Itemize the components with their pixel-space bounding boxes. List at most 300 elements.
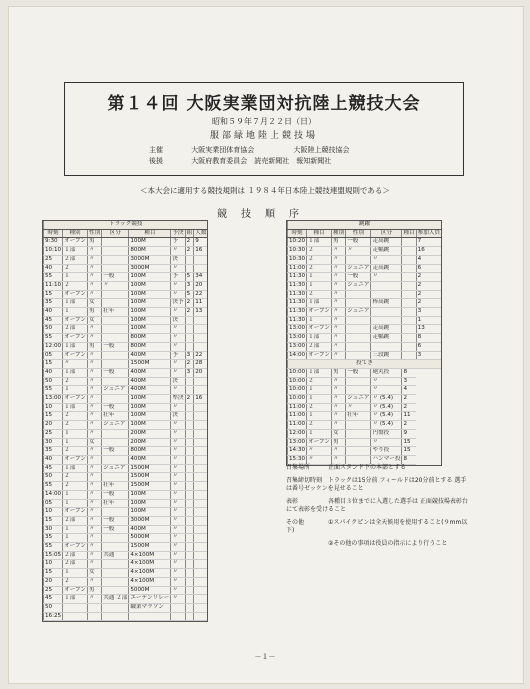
table-cell xyxy=(194,508,208,517)
table-cell xyxy=(102,560,129,569)
table-cell: オープン xyxy=(63,543,88,552)
table-cell: 45 xyxy=(44,595,63,604)
table-cell: 〃 xyxy=(88,473,102,482)
table-cell xyxy=(194,403,208,412)
table-cell: オープン xyxy=(63,395,88,404)
table-row xyxy=(44,334,208,343)
table-cell: 12:00 xyxy=(44,342,63,351)
table-cell: 5000M xyxy=(129,534,171,543)
table-cell: 40 xyxy=(44,264,63,273)
info-label: 召集締切時刻 xyxy=(286,477,323,484)
table-cell: 〃 xyxy=(171,499,185,508)
organizer-name: 大阪府教育委員会 読売新聞社 報知新聞社 xyxy=(191,157,332,165)
table-cell xyxy=(194,464,208,473)
table-cell: 3000M xyxy=(129,264,171,273)
table-cell: 〃 xyxy=(171,421,185,430)
table-cell: 25 xyxy=(44,586,63,595)
table-cell xyxy=(194,595,208,604)
table-cell: 3000M xyxy=(129,516,171,525)
role-label: 主催 xyxy=(149,146,163,154)
table-row xyxy=(288,273,442,282)
event-venue: 服部緑地陸上競技場 xyxy=(209,131,318,141)
table-cell: 3 xyxy=(185,368,194,377)
table-cell: 〃 xyxy=(332,351,346,360)
table-cell: 〃 xyxy=(88,351,102,360)
table-row xyxy=(44,534,208,543)
table-row xyxy=(44,360,208,369)
table-row xyxy=(44,612,208,621)
table-cell: 一般 xyxy=(102,490,129,499)
table-cell: ２ xyxy=(307,247,332,256)
info-section xyxy=(286,464,468,553)
table-cell xyxy=(185,586,194,595)
table-cell: 走高跳 xyxy=(371,238,402,247)
table-cell: 16 xyxy=(416,247,441,256)
table-cell xyxy=(102,360,129,369)
table-cell: 11:30 xyxy=(288,290,307,299)
table-cell xyxy=(102,395,129,404)
table-cell xyxy=(185,386,194,395)
table-row xyxy=(44,395,208,404)
table-row xyxy=(44,508,208,517)
table-cell: 13:00 xyxy=(44,395,63,404)
table-cell: ジュニア xyxy=(346,264,371,273)
table-cell: 男 xyxy=(88,342,102,351)
table-cell: 一般 xyxy=(346,368,371,377)
table-cell: 〃 xyxy=(332,386,346,395)
table-cell xyxy=(194,412,208,421)
table-cell: 走高跳 xyxy=(371,325,402,334)
table-cell: 10 xyxy=(44,508,63,517)
table-cell: 〃 xyxy=(171,386,185,395)
table-cell: １ xyxy=(63,308,88,317)
table-cell: ２部 xyxy=(307,342,332,351)
table-cell xyxy=(185,551,194,560)
table-cell: 200M xyxy=(129,438,171,447)
table-cell: 50 xyxy=(44,325,63,334)
column-header: 区分 xyxy=(371,229,402,238)
table-cell: 11:00 xyxy=(288,412,307,421)
table-row xyxy=(44,595,208,604)
table-cell: ２ xyxy=(63,447,88,456)
table-cell: 100M xyxy=(129,238,171,247)
table-cell: 〃 xyxy=(88,508,102,517)
table-cell: 〃 xyxy=(88,368,102,377)
column-header: 区分 xyxy=(102,229,129,238)
table-cell: 〃 xyxy=(171,360,185,369)
table-cell: 〃 xyxy=(371,377,402,386)
table-cell: 〃 xyxy=(88,412,102,421)
table-row xyxy=(44,490,208,499)
table-cell: 25 xyxy=(44,255,63,264)
table-cell: 100M xyxy=(129,499,171,508)
table-cell: 〃 xyxy=(88,325,102,334)
table-row xyxy=(44,429,208,438)
table-cell: 800M xyxy=(129,342,171,351)
rules-note: ＜本大会に適用する競技規則は １９８４年日本陸上競技連盟規則である＞ xyxy=(140,186,390,195)
table-cell: １部 xyxy=(63,464,88,473)
column-header: 時刻 xyxy=(288,229,307,238)
table-cell: オープン xyxy=(63,455,88,464)
table-cell: 〃 xyxy=(332,316,346,325)
table-cell: 35 xyxy=(44,534,63,543)
table-cell: 〃 xyxy=(88,516,102,525)
table-cell: 55 xyxy=(44,386,63,395)
table-cell: １ xyxy=(307,429,332,438)
table-cell: 一般 xyxy=(346,273,371,282)
table-cell xyxy=(371,342,402,351)
table-cell: オープン xyxy=(63,351,88,360)
info-label: その他 xyxy=(286,519,305,526)
table-cell xyxy=(402,264,416,273)
table-row xyxy=(288,412,442,421)
table-cell: 100M xyxy=(129,412,171,421)
table-cell: 〃 xyxy=(332,308,346,317)
table-cell: 25 xyxy=(44,429,63,438)
table-cell xyxy=(402,299,416,308)
table-cell: 決 xyxy=(171,255,185,264)
table-cell xyxy=(402,351,416,360)
table-row xyxy=(44,586,208,595)
table-cell: オープン xyxy=(63,508,88,517)
table-cell: １ xyxy=(63,490,88,499)
table-cell: 〃 xyxy=(88,595,102,604)
table-cell: ２ xyxy=(63,577,88,586)
table-cell: １ xyxy=(307,395,332,404)
table-row xyxy=(288,368,442,377)
table-cell: ２ xyxy=(307,421,332,430)
table-cell xyxy=(102,351,129,360)
table-cell: 女 xyxy=(88,569,102,578)
table-row xyxy=(44,482,208,491)
table-cell: 1 xyxy=(416,316,441,325)
table-cell: オープン xyxy=(63,334,88,343)
table-cell: 3 xyxy=(416,351,441,360)
table-cell: 100M xyxy=(129,490,171,499)
table-cell: ２ xyxy=(63,412,88,421)
table-cell: 〃 xyxy=(332,273,346,282)
table-cell: １ xyxy=(307,316,332,325)
table-cell xyxy=(185,412,194,421)
table-cell: １部 xyxy=(307,299,332,308)
table-cell: 22 xyxy=(194,351,208,360)
table-cell: 11:00 xyxy=(288,264,307,273)
table-cell: 2 xyxy=(402,403,416,412)
table-cell xyxy=(194,586,208,595)
table-cell xyxy=(371,281,402,290)
table-cell: 〃 xyxy=(332,325,346,334)
table-cell xyxy=(102,334,129,343)
table-cell: 2 xyxy=(185,360,194,369)
table-cell xyxy=(194,438,208,447)
table-cell xyxy=(346,290,371,299)
table-row xyxy=(288,238,442,247)
table-cell: 〃 xyxy=(171,586,185,595)
table-cell: 予 xyxy=(171,238,185,247)
table-cell xyxy=(346,429,371,438)
table-cell: 3000M xyxy=(129,255,171,264)
table-cell: ジュニア xyxy=(346,308,371,317)
table-cell: 400M xyxy=(129,368,171,377)
table-cell: 〃 xyxy=(171,490,185,499)
table-cell: 〃 xyxy=(171,308,185,317)
table-cell: ジュニア xyxy=(102,386,129,395)
table-cell: 〃 xyxy=(346,247,371,256)
table-cell: 4 xyxy=(416,255,441,264)
table-cell: 〃 xyxy=(171,534,185,543)
table-row xyxy=(44,299,208,308)
column-header: 参加人員 xyxy=(416,229,441,238)
table-cell: 〃 xyxy=(171,264,185,273)
table-cell: 20 xyxy=(194,281,208,290)
table-cell: 2 xyxy=(185,238,194,247)
table-cell: 50 xyxy=(44,377,63,386)
table-cell xyxy=(185,438,194,447)
page-number: －１－ xyxy=(254,653,276,661)
organizer-row xyxy=(149,145,349,156)
table-cell: 8 xyxy=(402,368,416,377)
table-cell: 〃 xyxy=(332,377,346,386)
table-cell: 11:30 xyxy=(288,308,307,317)
table-cell: 決 xyxy=(171,377,185,386)
table-cell: １ xyxy=(63,499,88,508)
table-cell: 〃 xyxy=(307,447,332,456)
table-cell: 1500M xyxy=(129,482,171,491)
table-cell xyxy=(402,238,416,247)
table-cell: 5000M xyxy=(129,586,171,595)
organizer-name: 大阪陸上競技協会 xyxy=(293,146,350,154)
table-cell: 〃 xyxy=(332,247,346,256)
table-cell: 10:00 xyxy=(288,386,307,395)
table-cell xyxy=(402,273,416,282)
table-cell: 1500M xyxy=(129,543,171,552)
table-cell: オープン xyxy=(307,325,332,334)
table-cell: 15 xyxy=(44,569,63,578)
table-cell xyxy=(194,325,208,334)
table-cell: ２ xyxy=(63,473,88,482)
table-cell xyxy=(194,603,208,612)
table-cell xyxy=(194,473,208,482)
table-cell: １部 xyxy=(63,368,88,377)
table-cell xyxy=(102,316,129,325)
table-cell: 2 xyxy=(402,421,416,430)
column-header: 種別 xyxy=(63,229,88,238)
table-cell: ２ xyxy=(307,290,332,299)
table-row xyxy=(44,516,208,525)
table-cell xyxy=(194,577,208,586)
info-text: ①スパイクピンは全天候用を使用すること(９mm以下) xyxy=(286,519,468,534)
table-cell: ２ xyxy=(307,264,332,273)
table-cell: 〃 xyxy=(332,255,346,264)
table-cell: 〃 xyxy=(171,543,185,552)
table-cell: 4×100M xyxy=(129,560,171,569)
table-cell xyxy=(402,342,416,351)
table-cell: 〃 xyxy=(171,482,185,491)
table-cell: １ xyxy=(307,386,332,395)
table-cell: 100M xyxy=(129,308,171,317)
table-cell xyxy=(102,534,129,543)
table-cell: 10:30 xyxy=(288,255,307,264)
title-box xyxy=(64,82,464,176)
table-cell: １ xyxy=(307,281,332,290)
table-cell: 走幅跳 xyxy=(371,334,402,343)
field-group-label: 跳躍 xyxy=(288,221,442,229)
table-cell: １部 xyxy=(63,342,88,351)
table-cell: 100M xyxy=(129,395,171,404)
table-cell: 40 xyxy=(44,455,63,464)
table-cell: 15 xyxy=(44,516,63,525)
table-cell: 3 xyxy=(416,308,441,317)
info-text: 正面スタンド下の本部とする xyxy=(328,464,407,471)
table-cell: 壮年 xyxy=(102,308,129,317)
table-cell: 4 xyxy=(402,386,416,395)
table-cell: オープン xyxy=(63,290,88,299)
table-cell: 壮年 xyxy=(346,412,371,421)
table-cell: 準決 xyxy=(171,395,185,404)
table-cell: 〃 xyxy=(332,290,346,299)
info-item xyxy=(286,498,468,514)
table-row xyxy=(288,247,442,256)
table-cell: オープン xyxy=(63,586,88,595)
table-cell: 13:00 xyxy=(288,342,307,351)
table-cell: 〃 xyxy=(332,455,346,464)
table-cell: 円盤投 xyxy=(371,429,402,438)
table-row xyxy=(288,308,442,317)
table-cell: １部 xyxy=(307,368,332,377)
table-cell: 〃 (5.4) xyxy=(371,395,402,404)
table-cell xyxy=(185,569,194,578)
table-cell: 一般 xyxy=(102,342,129,351)
table-cell: 〃 xyxy=(332,334,346,343)
table-cell: 〃 xyxy=(88,403,102,412)
table-row xyxy=(44,464,208,473)
table-row xyxy=(44,247,208,256)
table-cell: 走高跳 xyxy=(371,264,402,273)
table-cell: 〃 xyxy=(332,342,346,351)
table-cell: 2 xyxy=(185,308,194,317)
table-cell: １ xyxy=(63,386,88,395)
table-cell: 〃 xyxy=(171,325,185,334)
table-cell xyxy=(185,577,194,586)
table-row xyxy=(44,377,208,386)
table-cell xyxy=(346,325,371,334)
table-cell: オープン xyxy=(307,308,332,317)
table-cell xyxy=(402,290,416,299)
table-cell xyxy=(194,516,208,525)
table-cell xyxy=(102,325,129,334)
table-cell: １ xyxy=(307,412,332,421)
table-row xyxy=(288,334,442,343)
table-row xyxy=(44,316,208,325)
table-cell xyxy=(102,612,129,621)
table-cell: １部 xyxy=(63,403,88,412)
table-cell xyxy=(194,334,208,343)
table-cell: 〃 xyxy=(371,438,402,447)
table-cell xyxy=(102,299,129,308)
table-row xyxy=(44,308,208,317)
table-cell: 3 xyxy=(185,281,194,290)
info-item xyxy=(286,464,468,472)
table-cell: 400M xyxy=(129,377,171,386)
table-row xyxy=(44,290,208,299)
table-cell: 2 xyxy=(416,299,441,308)
table-cell xyxy=(346,342,371,351)
table-cell: 〃 xyxy=(88,395,102,404)
table-cell: 〃 xyxy=(88,482,102,491)
table-row xyxy=(288,281,442,290)
table-cell: 200M xyxy=(129,429,171,438)
table-cell xyxy=(402,316,416,325)
table-cell: 100M xyxy=(129,316,171,325)
table-cell xyxy=(346,334,371,343)
table-cell xyxy=(102,238,129,247)
table-cell xyxy=(185,429,194,438)
table-row xyxy=(288,264,442,273)
table-cell: 10:00 xyxy=(288,368,307,377)
table-cell xyxy=(194,386,208,395)
table-cell xyxy=(102,438,129,447)
info-label: 召集場所 xyxy=(286,464,311,471)
table-row xyxy=(44,577,208,586)
table-cell: 〃 xyxy=(171,560,185,569)
table-cell: 100M xyxy=(129,508,171,517)
table-cell: 20 xyxy=(44,421,63,430)
table-cell xyxy=(185,403,194,412)
table-cell: 〃 xyxy=(171,447,185,456)
table-cell xyxy=(102,473,129,482)
table-cell xyxy=(102,429,129,438)
table-cell xyxy=(102,603,129,612)
table-cell: 〃 xyxy=(171,577,185,586)
table-cell: 13:00 xyxy=(288,325,307,334)
table-cell: ２部 xyxy=(63,325,88,334)
table-cell xyxy=(185,455,194,464)
table-cell xyxy=(185,255,194,264)
table-cell xyxy=(194,482,208,491)
table-cell xyxy=(102,569,129,578)
table-cell xyxy=(185,534,194,543)
column-header: 種別 xyxy=(332,229,346,238)
table-cell: 〃 xyxy=(88,334,102,343)
table-cell: 〃 xyxy=(171,438,185,447)
table-row xyxy=(44,569,208,578)
table-cell xyxy=(185,377,194,386)
table-row xyxy=(44,255,208,264)
table-cell: 1500M xyxy=(129,360,171,369)
table-cell xyxy=(185,421,194,430)
table-cell: 2 xyxy=(185,395,194,404)
table-cell: １ xyxy=(63,273,88,282)
table-cell xyxy=(185,560,194,569)
table-cell: ２部 xyxy=(63,255,88,264)
table-cell: 11:30 xyxy=(288,281,307,290)
table-cell xyxy=(185,603,194,612)
table-cell xyxy=(102,543,129,552)
table-cell: ジュニア xyxy=(346,395,371,404)
table-cell: 55 xyxy=(44,482,63,491)
table-cell: １部 xyxy=(63,595,88,604)
table-cell: 一般 xyxy=(102,368,129,377)
table-cell: 壮年 xyxy=(102,499,129,508)
table-cell: 〃 xyxy=(88,499,102,508)
table-cell: 50 xyxy=(44,473,63,482)
table-cell xyxy=(185,342,194,351)
table-cell xyxy=(371,308,402,317)
table-cell: 8 xyxy=(416,334,441,343)
table-cell: 100M xyxy=(129,325,171,334)
table-cell xyxy=(402,247,416,256)
table-cell: １ xyxy=(307,273,332,282)
